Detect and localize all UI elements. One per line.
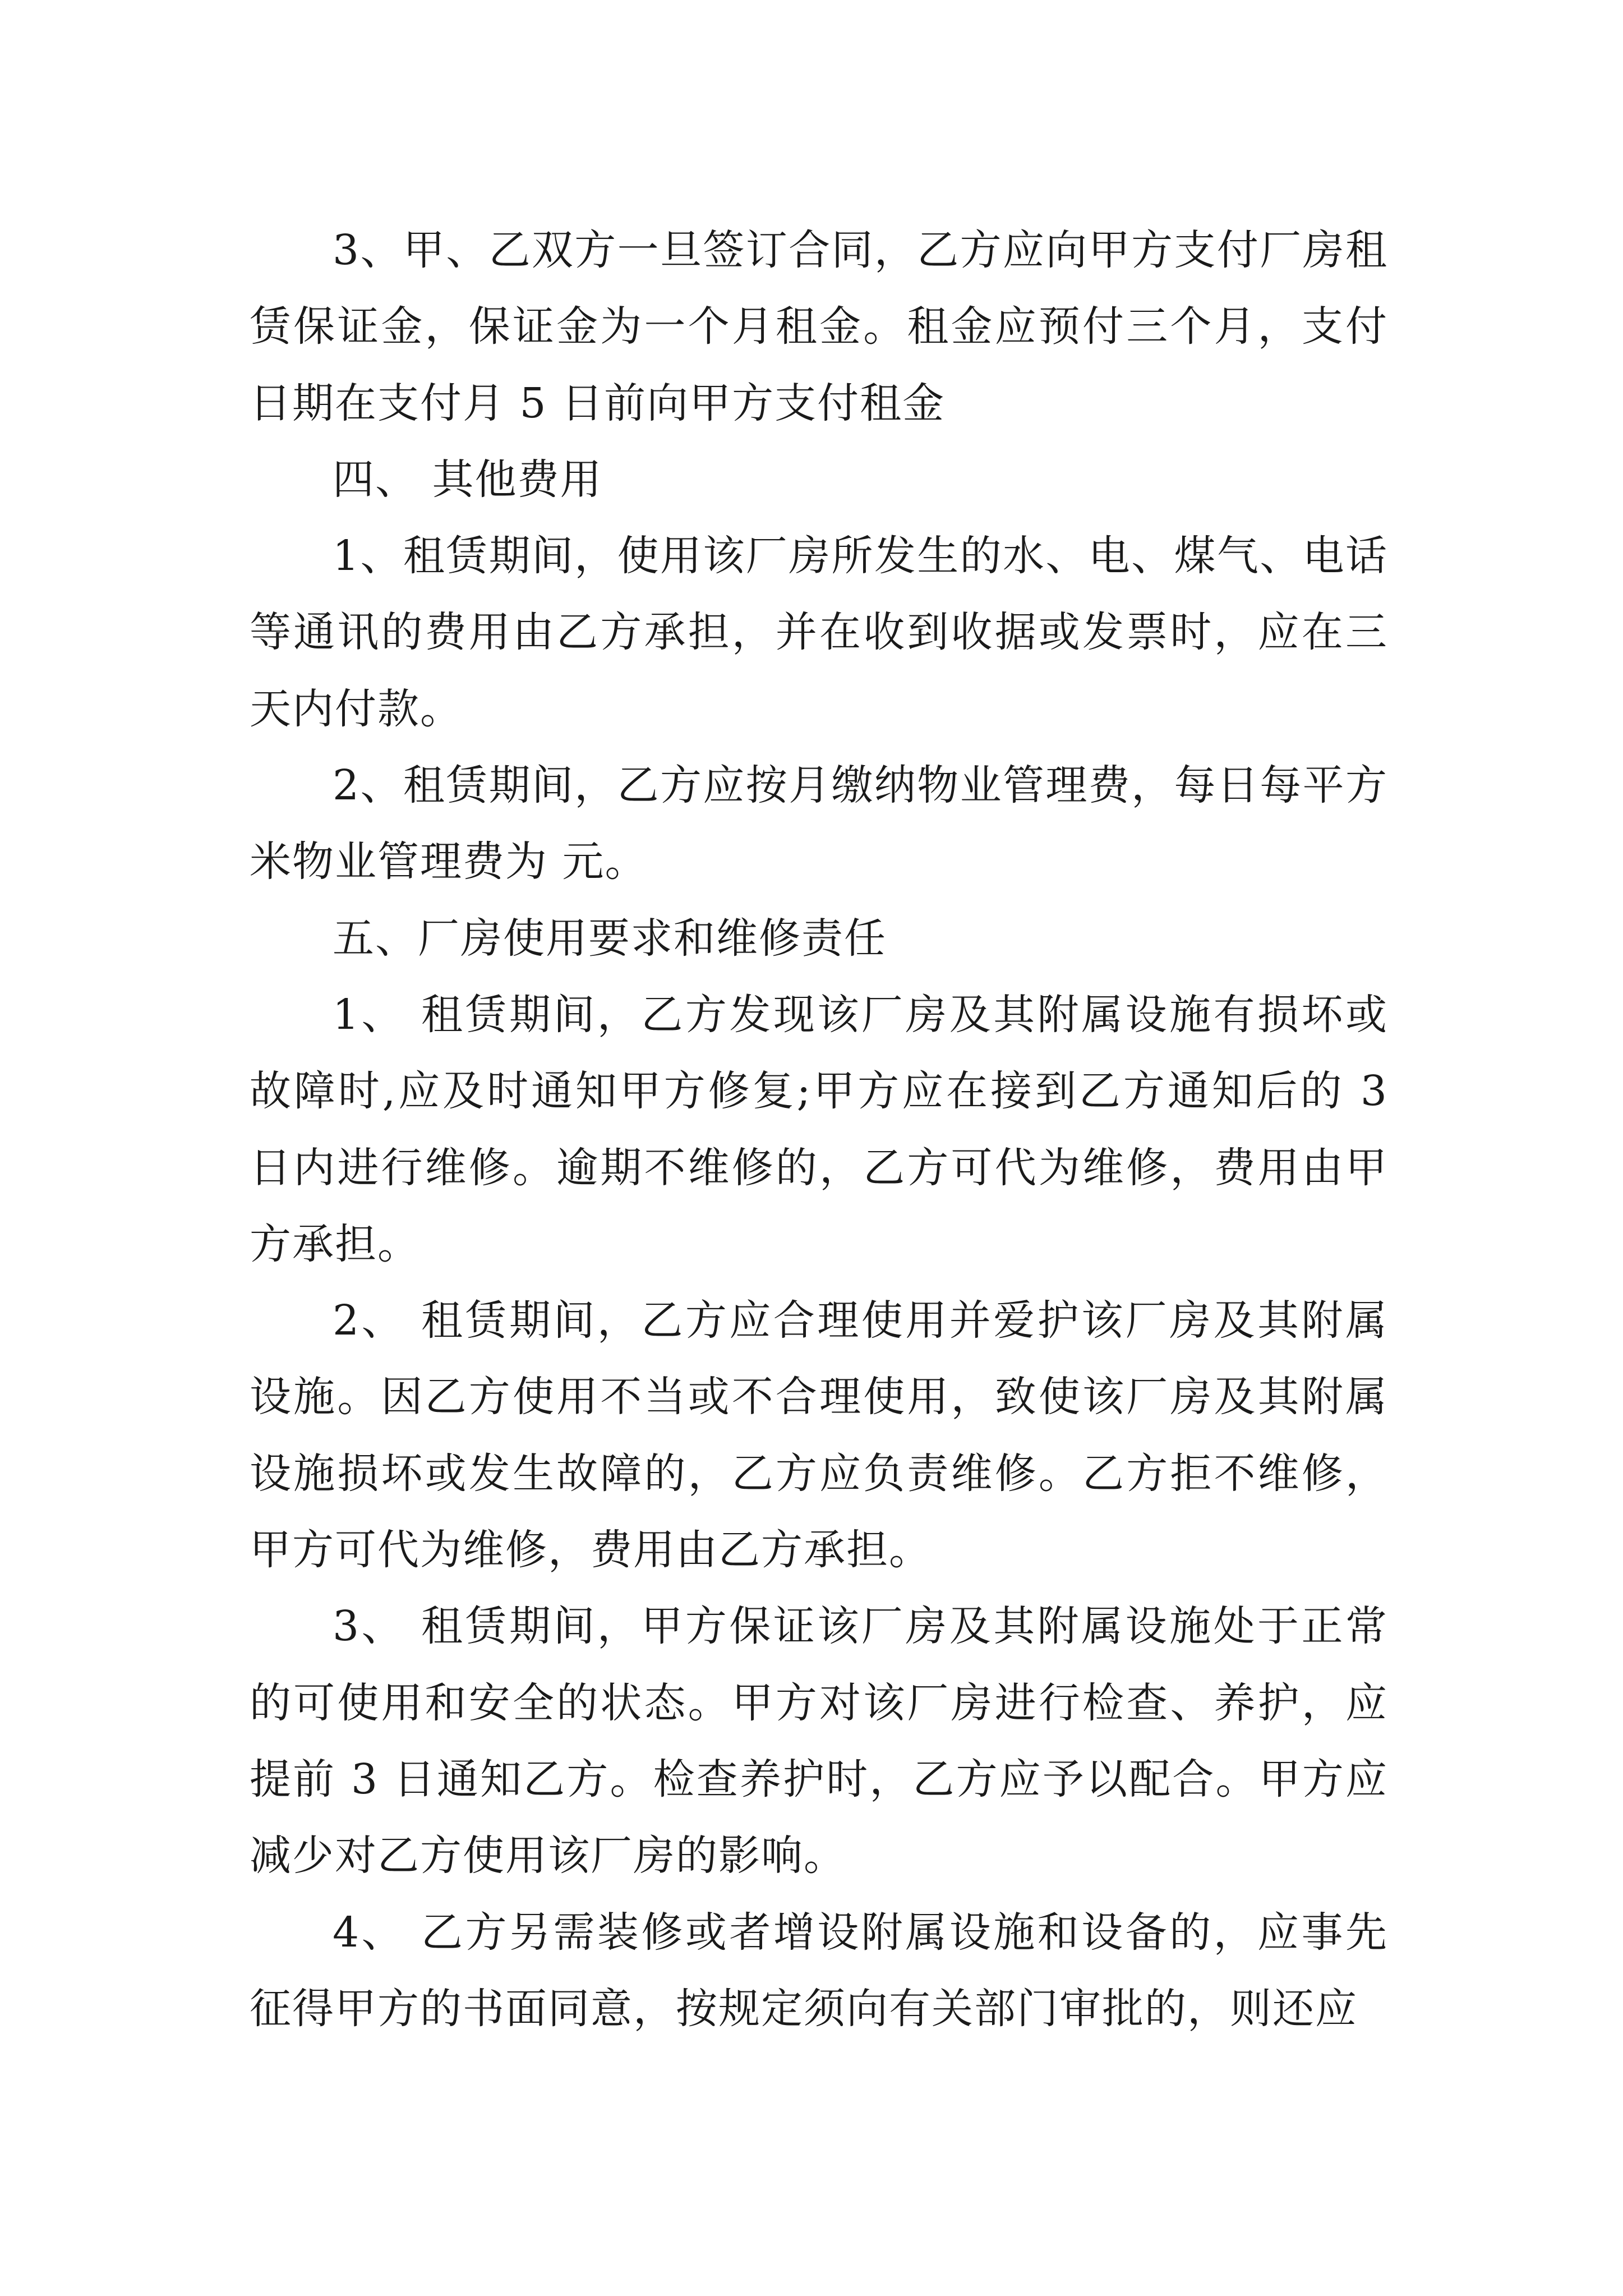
paragraph-property-management-fee: 2、租赁期间，乙方应按月缴纳物业管理费，每日每平方米物业管理费为 元。 [250, 761, 1388, 886]
paragraph-renovation-approval: 4、 乙方另需装修或者增设附属设施和设备的，应事先征得甲方的书面同意，按规定须向有关部门审批的，则还应 [250, 1908, 1388, 2033]
section-heading-other-fees: 四、 其他费用 [333, 455, 603, 504]
section-heading-usage-and-maintenance: 五、厂房使用要求和维修责任 [333, 914, 887, 963]
paragraph-utility-fees: 1、租赁期间，使用该厂房所发生的水、电、煤气、电话等通讯的费用由乙方承担，并在收到收据或发票时，应在三天内付款。 [250, 532, 1388, 733]
paragraph-safety-guarantee: 3、 租赁期间，甲方保证该厂房及其附属设施处于正常的可使用和安全的状态。甲方对该厂房进行检查、养护，应提前 3 日通知乙方。检查养护时，乙方应予以配合。甲方应减少对乙方使用该厂房的影响。 [250, 1602, 1388, 1880]
document-body [250, 212, 1388, 2047]
paragraph-deposit-payment: 3、甲、乙双方一旦签订合同，乙方应向甲方支付厂房租赁保证金，保证金为一个月租金。租金应预付三个月，支付日期在支付月 5 日前向甲方支付租金 [250, 226, 1388, 427]
paragraph-reasonable-use: 2、 租赁期间，乙方应合理使用并爱护该厂房及其附属设施。因乙方使用不当或不合理使用，致使该厂房及其附属设施损坏或发生故障的，乙方应负责维修。乙方拒不维修，甲方可代为维修，费用由乙方承担。 [250, 1296, 1388, 1575]
paragraph-repair-notification: 1、 租赁期间，乙方发现该厂房及其附属设施有损坏或故障时,应及时通知甲方修复;甲方应在接到乙方通知后的 3 日内进行维修。逾期不维修的，乙方可代为维修，费用由甲方承担。 [250, 990, 1388, 1268]
